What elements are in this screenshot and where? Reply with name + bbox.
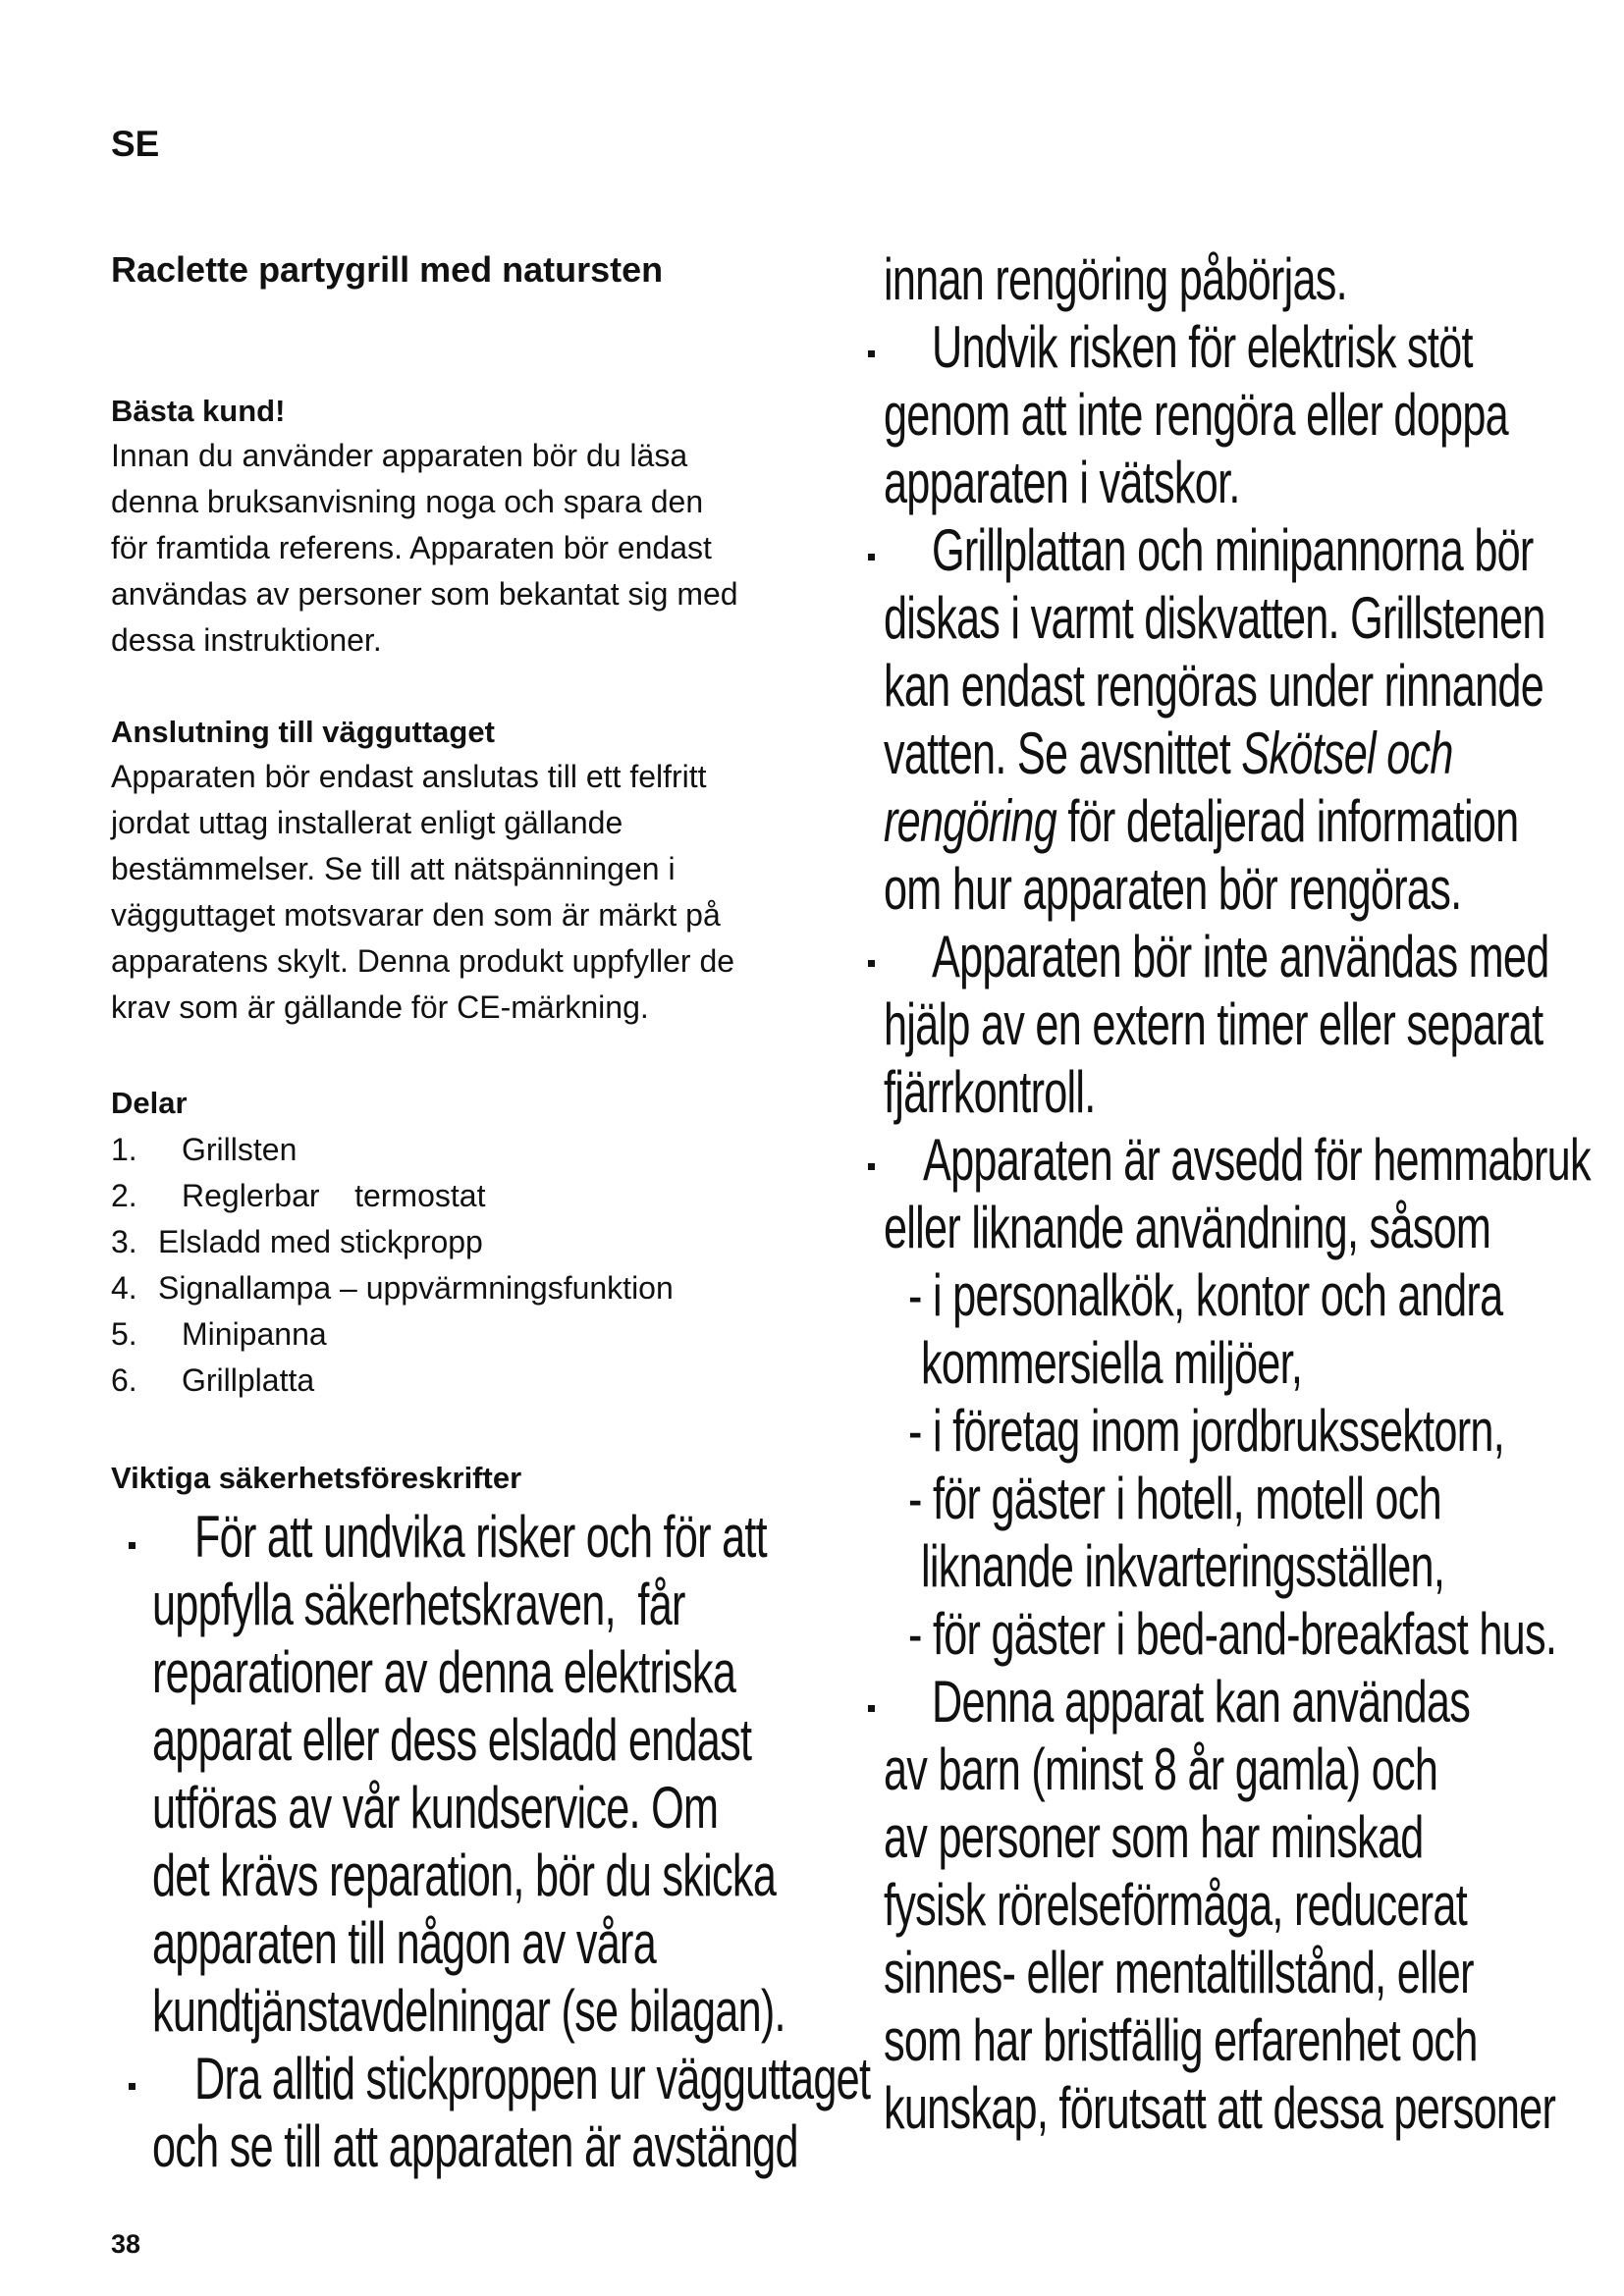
text-run: vatten. Se avsnittet <box>884 721 1242 786</box>
list-item <box>111 1311 674 1358</box>
text-line: kunskap, förutsatt att dessa personer <box>884 2075 1556 2141</box>
item-number: 5. <box>111 1316 137 1352</box>
connection-text <box>111 754 734 1031</box>
text-line: - för gäster i hotell, motell och <box>908 1466 1441 1531</box>
item-number: 1. <box>111 1132 137 1167</box>
text-line: sinnes- eller mentaltillstånd, eller <box>884 1940 1474 2005</box>
parts-heading: Delar <box>111 1086 188 1120</box>
language-code: SE <box>111 124 160 164</box>
text-line: kan endast rengöras under rinnande <box>884 653 1544 719</box>
item-label: Grillsten <box>182 1132 298 1167</box>
text-line: fysisk rörelseförmåga, reducerat <box>884 1872 1467 1938</box>
parts-list <box>111 1127 674 1404</box>
text-line: innan rengöring påbörjas. <box>884 246 1347 312</box>
text-line: apparat eller dess elsladd endast <box>152 1707 752 1773</box>
text-line: dessa instruktioner. <box>111 622 382 658</box>
text-line: denna bruksanvisning noga och spara den <box>111 484 704 519</box>
text-line: krav som är gällande för CE-märkning. <box>111 989 649 1025</box>
connection-heading: Anslutning till vägguttaget <box>111 715 495 749</box>
text-line: Undvik risken för elektrisk stöt <box>932 314 1473 380</box>
text-line: hjälp av en extern timer eller separat <box>884 991 1543 1057</box>
greeting-text <box>111 433 738 664</box>
text-line: bestämmelser. Se till att nätspänningen i <box>111 851 676 886</box>
text-line: utföras av vår kundservice. Om <box>152 1775 719 1841</box>
bullet-icon <box>868 350 875 357</box>
text-run: för detaljerad information <box>1056 788 1519 854</box>
text-line: liknande inkvarteringsställen, <box>921 1533 1445 1599</box>
text-line: diskas i varmt diskvatten. Grillstenen <box>884 585 1545 651</box>
bullet-icon <box>868 1705 875 1712</box>
list-item <box>111 1127 674 1173</box>
item-label: Reglerbar termostat <box>182 1178 486 1213</box>
bullet-icon <box>868 960 875 967</box>
section-reference: Skötsel och <box>1241 721 1453 786</box>
text-line: kundtjänstavdelningar (se bilagan). <box>152 1978 785 2044</box>
section-reference: rengöring <box>884 788 1057 854</box>
list-item <box>111 1358 674 1404</box>
item-label: Minipanna <box>182 1316 327 1352</box>
text-line: uppfylla säkerhetskraven, får <box>152 1572 685 1637</box>
text-line <box>884 720 1453 787</box>
item-number: 4. <box>111 1270 137 1306</box>
text-line: fjärrkontroll. <box>884 1059 1096 1125</box>
page-number: 38 <box>111 2229 141 2259</box>
text-line: För att undvika risker och för att <box>194 1504 767 1570</box>
text-line: - för gäster i bed-and-breakfast hus. <box>908 1601 1557 1667</box>
item-number: 3. <box>111 1224 137 1259</box>
safety-heading: Viktiga säkerhetsföreskrifter <box>111 1461 522 1495</box>
text-line: - i företag inom jordbrukssektorn, <box>908 1398 1504 1464</box>
text-line: och se till att apparaten är avstängd <box>152 2113 798 2179</box>
bullet-icon <box>129 2083 135 2090</box>
page-title: Raclette partygrill med natursten <box>111 249 664 290</box>
bullet-icon <box>868 554 875 561</box>
bullet-icon <box>129 1542 135 1549</box>
bullet-icon <box>868 1163 875 1170</box>
text-line: av barn (minst 8 år gamla) och <box>884 1736 1438 1802</box>
text-line: Innan du använder apparaten bör du läsa <box>111 438 688 473</box>
text-line: Apparaten är avsedd för hemmabruk <box>923 1127 1591 1193</box>
text-line: apparaten till någon av våra <box>152 1910 657 1976</box>
text-line: Apparaten bör inte användas med <box>932 924 1549 989</box>
item-label: Signallampa – uppvärmningsfunktion <box>158 1270 674 1306</box>
list-item <box>111 1219 674 1265</box>
list-item <box>111 1173 674 1219</box>
text-line: eller liknande användning, såsom <box>884 1195 1491 1260</box>
text-line: av personer som har minskad <box>884 1804 1424 1870</box>
text-line: om hur apparaten bör rengöras. <box>884 856 1462 922</box>
text-line: Dra alltid stickproppen ur vägguttaget <box>194 2046 871 2111</box>
text-line: kommersiella miljöer, <box>921 1330 1303 1396</box>
text-line: Denna apparat kan användas <box>932 1669 1471 1735</box>
text-line <box>884 787 1518 855</box>
list-item <box>111 1265 674 1311</box>
text-line: det krävs reparation, bör du skicka <box>152 1842 777 1908</box>
text-line: Apparaten bör endast anslutas till ett felfritt <box>111 759 707 794</box>
greeting-heading: Bästa kund! <box>111 394 286 428</box>
text-line: användas av personer som bekantat sig med <box>111 576 738 612</box>
text-line: apparaten i vätskor. <box>884 450 1240 515</box>
text-line: - i personalkök, kontor och andra <box>908 1262 1503 1328</box>
text-line: Grillplattan och minipannorna bör <box>932 517 1534 583</box>
item-label: Elsladd med stickpropp <box>158 1224 483 1259</box>
text-line: genom att inte rengöra eller doppa <box>884 382 1508 448</box>
text-line: reparationer av denna elektriska <box>152 1639 736 1705</box>
text-line: apparatens skylt. Denna produkt uppfyller de <box>111 943 735 979</box>
text-line: jordat uttag installerat enligt gällande <box>111 805 623 840</box>
item-label: Grillplatta <box>182 1362 315 1398</box>
item-number: 2. <box>111 1178 137 1213</box>
text-line: för framtida referens. Apparaten bör endast <box>111 530 712 565</box>
item-number: 6. <box>111 1362 137 1398</box>
text-line: vägguttaget motsvarar den som är märkt på <box>111 897 721 933</box>
text-line: som har bristfällig erfarenhet och <box>884 2007 1478 2073</box>
